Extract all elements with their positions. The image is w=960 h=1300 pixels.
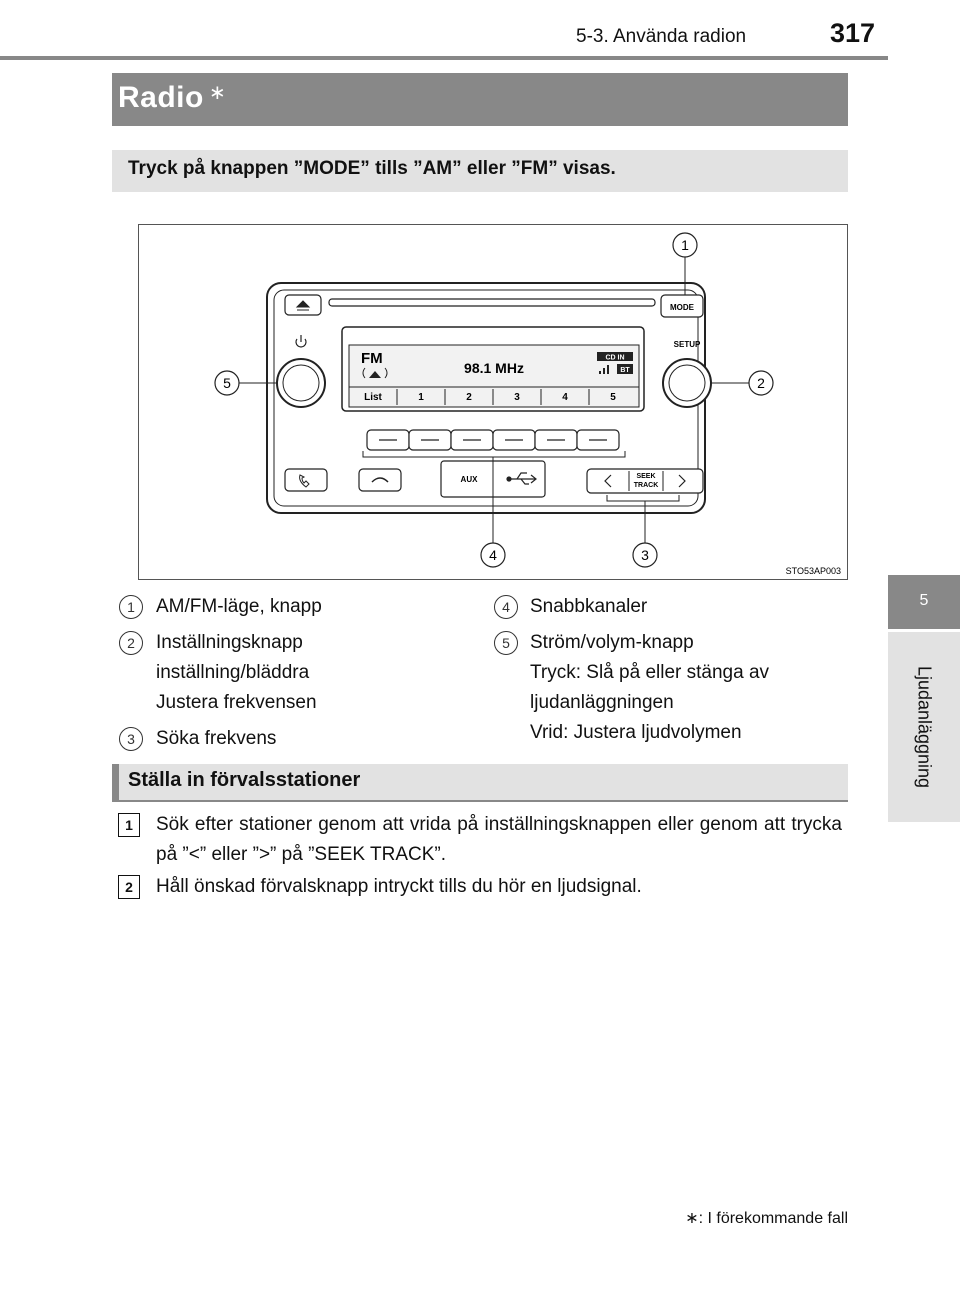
legend-line: Justera frekvensen — [156, 692, 317, 713]
legend-num-1: 1 — [119, 595, 143, 619]
section-label: 5-3. Använda radion — [576, 26, 747, 47]
legend-line: Snabbkanaler — [530, 596, 648, 617]
display-preset-1: 1 — [418, 392, 424, 403]
callout-5 — [215, 371, 239, 395]
legend-line: Inställningsknapp — [156, 632, 303, 653]
legend-line: inställning/bläddra — [156, 662, 310, 683]
mode-button-label: MODE — [670, 303, 694, 312]
legend-num-3: 3 — [119, 727, 143, 751]
preset-buttons[interactable] — [367, 430, 619, 450]
legend-num-2: 2 — [119, 631, 143, 655]
hangup-button[interactable] — [359, 469, 401, 491]
legend-text-1 — [156, 592, 322, 622]
chapter-number: 5 — [919, 592, 929, 609]
legend-text-4 — [530, 592, 647, 622]
display-frequency: 98.1 MHz — [464, 360, 524, 376]
legend-text-5 — [530, 628, 769, 748]
legend-num-5: 5 — [494, 631, 518, 655]
bt-text: BT — [620, 367, 630, 374]
seek-label: SEEK — [636, 473, 656, 480]
page-number: 317 — [830, 18, 876, 48]
callout-2 — [749, 371, 773, 395]
svg-text:1: 1 — [681, 237, 689, 253]
display-screen — [349, 345, 639, 407]
display-preset-5: 5 — [610, 392, 616, 403]
legend-line: ljudanläggningen — [530, 692, 674, 713]
legend-num-4: 4 — [494, 595, 518, 619]
display-preset-3: 3 — [514, 392, 520, 403]
page-title: Radio — [118, 81, 204, 114]
step-number-1: 1 — [118, 813, 140, 837]
legend-line: Vrid: Justera ljudvolymen — [530, 722, 742, 743]
legend-text-2 — [156, 628, 317, 718]
callout-1 — [673, 233, 697, 257]
phone-button[interactable] — [285, 469, 327, 491]
step-text-2: Håll önskad förvalsknapp intryckt tills du hör en ljudsignal. — [156, 876, 642, 897]
display-preset-4: 4 — [562, 392, 568, 403]
svg-text:2: 2 — [757, 375, 765, 391]
display-preset-2: 2 — [466, 392, 472, 403]
setup-label: SETUP — [673, 340, 701, 349]
display-band: FM — [361, 350, 383, 367]
chapter-label: Ljudanläggning — [914, 665, 935, 789]
header-rule — [0, 56, 888, 60]
figure-code: STO53AP003 — [785, 566, 841, 576]
legend-text-3 — [156, 724, 276, 754]
callout-4 — [481, 543, 505, 567]
legend-line: Tryck: Slå på eller stänga av — [530, 662, 770, 683]
legend-line: Söka frekvens — [156, 728, 277, 749]
subsection-bar — [112, 764, 119, 800]
instruction-text: Tryck på knappen ”MODE” tills ”AM” eller ”FM” visas. — [128, 158, 616, 179]
aux-label: AUX — [460, 475, 478, 484]
display-list: List — [364, 392, 382, 403]
track-label: TRACK — [633, 482, 659, 489]
tune-knob[interactable] — [663, 359, 711, 407]
radio-figure — [138, 224, 848, 580]
power-volume-knob[interactable] — [277, 359, 325, 407]
svg-text:3: 3 — [641, 547, 649, 563]
radio-illustration — [139, 225, 847, 579]
svg-text:4: 4 — [489, 547, 497, 563]
legend-line: Ström/volym-knapp — [530, 632, 694, 653]
footnote: ∗: I förekommande fall — [685, 1210, 848, 1227]
svg-text:5: 5 — [223, 375, 231, 391]
subsection-title: Ställa in förvalsstationer — [128, 769, 361, 791]
callout-3 — [633, 543, 657, 567]
cd-in-text: CD IN — [605, 354, 625, 362]
legend-line: AM/FM-läge, knapp — [156, 596, 322, 617]
title-asterisk: ∗ — [209, 82, 226, 104]
subsection-rule — [112, 800, 848, 802]
step-number-2: 2 — [118, 875, 140, 899]
step-text-1: Sök efter stationer genom att vrida på inställningsknappen eller genom att trycka på ”<” eller ”>” på ”SEEK TRACK”. — [156, 814, 842, 865]
